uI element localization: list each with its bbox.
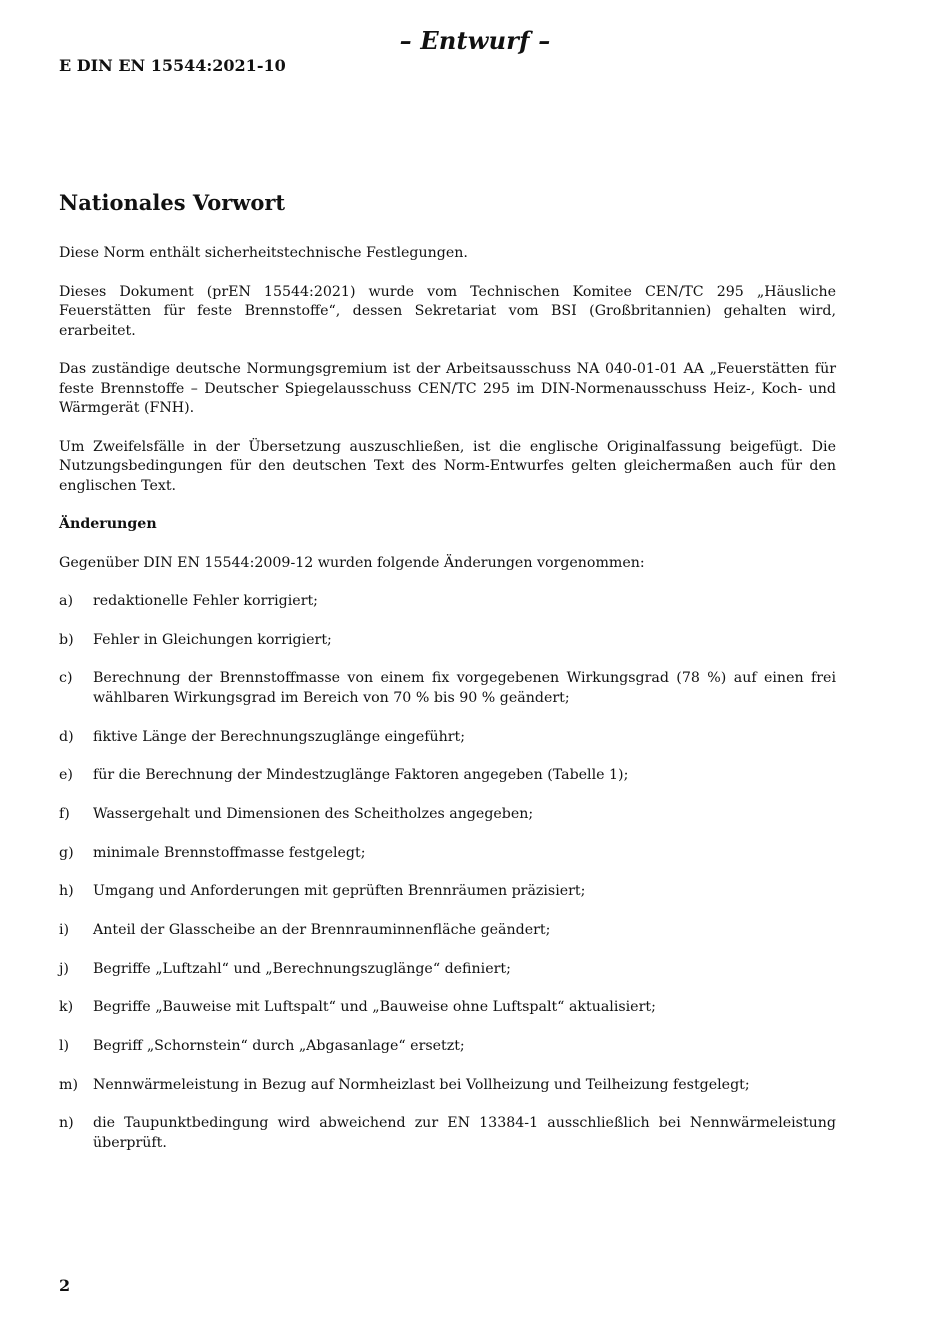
- list-marker: g): [59, 844, 74, 861]
- list-item-text: fiktive Länge der Berechnungszuglänge eingeführt;: [93, 728, 466, 745]
- list-item: [59, 1114, 836, 1153]
- list-marker: c): [59, 670, 73, 687]
- list-item-text: Begriffe „Luftzahl“ und „Berechnungszuglänge“ definiert;: [93, 960, 511, 977]
- list-marker: n): [59, 1115, 74, 1132]
- list-item: [59, 805, 836, 825]
- page-content: [59, 188, 836, 1173]
- page-title: Nationales Vorwort: [59, 190, 286, 215]
- list-item: [59, 921, 836, 941]
- list-marker: l): [59, 1038, 70, 1055]
- paragraph-committee: Dieses Dokument (prEN 15544:2021) wurde vom Technischen Komitee CEN/TC 295 „Häusliche Feuerstätten für feste Brennstoffe“, dessen Sekretariat vom BSI (Großbritannien) gehalten wird, erarbeitet.: [59, 283, 836, 339]
- list-item: [59, 882, 836, 902]
- list-item-text: Nennwärmeleistung in Bezug auf Normheizlast bei Vollheizung und Teilheizung festgelegt;: [93, 1076, 750, 1093]
- paragraph-safety: Diese Norm enthält sicherheitstechnische Festlegungen.: [59, 245, 468, 261]
- list-item: [59, 728, 836, 748]
- list-marker: m): [59, 1076, 78, 1093]
- list-marker: b): [59, 631, 74, 648]
- changes-list: [59, 592, 836, 1153]
- list-marker: a): [59, 593, 73, 609]
- list-item-text: für die Berechnung der Mindestzuglänge Faktoren angegeben (Tabelle 1);: [93, 767, 629, 784]
- page-number: 2: [59, 1276, 71, 1295]
- list-marker: f): [59, 805, 70, 822]
- list-marker: h): [59, 883, 74, 900]
- list-item: [59, 1037, 836, 1057]
- list-item: [59, 960, 836, 980]
- list-marker: k): [59, 999, 74, 1016]
- list-item-text: minimale Brennstoffmasse festgelegt;: [93, 844, 366, 861]
- document-id: E DIN EN 15544:2021-10: [59, 56, 286, 75]
- paragraph-translation: Um Zweifelsfälle in der Übersetzung auszuschließen, ist die englische Originalfassung beigefügt. Die Nutzungsbedingungen für den deutschen Text des Norm-Entwurfes gelten gleichermaßen auch für den englischen Text.: [59, 438, 836, 494]
- list-item: [59, 631, 836, 651]
- changes-intro: Gegenüber DIN EN 15544:2009-12 wurden folgende Änderungen vorgenommen:: [59, 554, 645, 571]
- list-item-text: Fehler in Gleichungen korrigiert;: [93, 631, 332, 648]
- list-item-text: Umgang und Anforderungen mit geprüften Brennräumen präzisiert;: [93, 883, 586, 900]
- list-marker: j): [59, 960, 69, 977]
- changes-heading: Änderungen: [59, 516, 157, 532]
- list-item-text: Wassergehalt und Dimensionen des Scheitholzes angegeben;: [93, 805, 534, 822]
- paragraph-national-body: Das zuständige deutsche Normungsgremium ist der Arbeitsausschuss NA 040-01-01 AA „Feuerstätten für feste Brennstoffe – Deutscher Spiegelausschuss CEN/TC 295 im DIN-Normenausschuss Heiz-, Koch- und Wärmgerät (FNH).: [59, 361, 836, 416]
- list-item: [59, 1076, 836, 1096]
- list-item-text: die Taupunktbedingung wird abweichend zur EN 13384-1 ausschließlich bei Nennwärmeleistung überprüft.: [93, 1115, 836, 1151]
- list-marker: e): [59, 767, 73, 784]
- list-item-text: Begriffe „Bauweise mit Luftspalt“ und „Bauweise ohne Luftspalt“ aktualisiert;: [93, 999, 656, 1016]
- draft-watermark: – Entwurf –: [399, 26, 551, 55]
- list-item-text: Begriff „Schornstein“ durch „Abgasanlage“ ersetzt;: [93, 1038, 465, 1055]
- list-marker: d): [59, 728, 74, 745]
- list-item-text: Berechnung der Brennstoffmasse von einem fix vorgegebenen Wirkungsgrad (78 %) auf einen frei wählbaren Wirkungsgrad im Bereich von 70 % bis 90 % geändert;: [93, 670, 836, 706]
- list-item-text: redaktionelle Fehler korrigiert;: [93, 593, 318, 609]
- list-item: [59, 766, 836, 786]
- list-item: [59, 669, 836, 708]
- list-marker: i): [59, 922, 70, 938]
- list-item: [59, 998, 836, 1018]
- list-item: [59, 592, 836, 612]
- list-item-text: Anteil der Glasscheibe an der Brennrauminnenfläche geändert;: [93, 922, 551, 938]
- list-item: [59, 844, 836, 864]
